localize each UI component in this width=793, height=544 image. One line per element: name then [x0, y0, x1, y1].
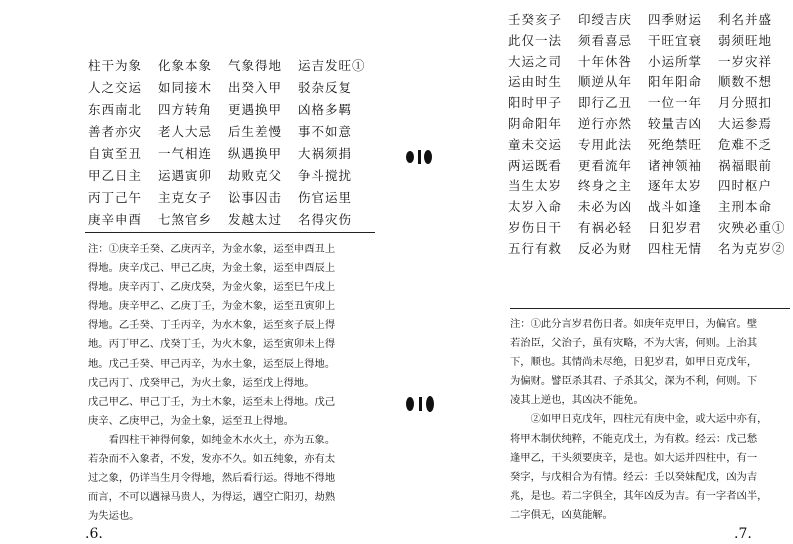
note-line: 为偏财。譬臣杀其君、子杀其父，深为不利，何则。下	[510, 375, 758, 388]
verse-phrase: 更看流年	[578, 157, 633, 173]
verse-phrase: 老人大忌	[158, 124, 213, 139]
verse-row	[88, 209, 368, 231]
note-line: ②如甲日克戊年，四柱元有庚中金，或大运中亦有，	[510, 413, 768, 426]
verse-phrase: 一岁灾祥	[718, 53, 773, 69]
verse-phrase: 人之交运	[88, 80, 143, 95]
verse-phrase: 顺逆从年	[578, 74, 633, 90]
verse-phrase: 纵遇换甲	[228, 146, 283, 161]
note-line: 而言，不可以遇禄马贵人，为得运，遇空亡阳刃，劫熟	[88, 491, 336, 504]
verse-phrase: 甲乙日主	[88, 168, 143, 183]
left-page	[0, 0, 395, 544]
verse-row	[88, 143, 368, 165]
divider-rule	[510, 308, 790, 309]
verse-phrase: 阴命阳年	[508, 115, 563, 131]
verse-phrase: 劫败克父	[228, 168, 283, 183]
verse-phrase: 善者亦灾	[88, 124, 143, 139]
verse-phrase: 如同接木	[158, 80, 213, 95]
note-line: 若治臣，父治子，虽有灾略，不为大害，何则。上治其	[510, 337, 758, 350]
verse-phrase: 柱干为象	[88, 58, 143, 73]
note-line: 得地。庚辛丙丁、乙庚戊癸，为金火象，运至巳午戌上	[88, 281, 336, 294]
verse-phrase: 主刑本命	[718, 199, 773, 215]
verse-phrase: 运遇寅卯	[158, 168, 213, 183]
note-line: 得地。庚辛甲乙、乙庚丁壬，为金木象，运至丑寅卯上	[88, 300, 336, 313]
page-number: .6.	[85, 526, 103, 542]
note-line: 注：①此分言岁君伤日者。如庚年克甲日，为偏官。壁	[510, 318, 758, 330]
verse-phrase: 终身之主	[578, 178, 633, 194]
note-line: 逢甲乙，干头须要庚辛，是也。如大运并四柱中，有一	[510, 451, 758, 464]
verse-phrase: 太岁入命	[508, 199, 563, 215]
page-number: .7.	[734, 526, 752, 542]
note-line: 癸字，与戊相合为有情。经云：壬以癸妹配戊，凶为吉	[510, 470, 758, 483]
note-line: 为失运也。	[88, 510, 140, 523]
verse-phrase: 印绶吉庆	[578, 12, 633, 27]
verse-phrase: 壬癸亥子	[508, 12, 563, 27]
verse-row	[508, 135, 788, 156]
verse-phrase: 日犯岁君	[648, 219, 703, 235]
verse-phrase: 争斗搅扰	[298, 168, 353, 183]
verse-phrase: 四季财运	[648, 12, 703, 27]
verse-phrase: 须看喜忌	[578, 32, 633, 48]
verse-row	[88, 121, 368, 143]
verse-phrase: 逆行亦然	[578, 115, 633, 131]
verse-phrase: 较量吉凶	[648, 115, 703, 131]
verse-phrase: 弱须旺地	[718, 32, 773, 48]
verse-phrase: 大运之司	[508, 53, 563, 69]
verse-phrase: 两运既看	[508, 157, 563, 173]
verse-phrase: 诸神领袖	[648, 157, 703, 173]
binding-mark-bottom	[404, 392, 436, 416]
note-line: 二字俱无，凶莫能解。	[510, 508, 613, 521]
verse-phrase: 主克女子	[158, 190, 213, 205]
note-line: 戊己丙丁、戊癸甲己，为火土象，运至戊上得地。	[88, 376, 315, 389]
verse-phrase: 月分照扣	[718, 95, 773, 111]
annotation-notes	[88, 240, 335, 526]
verse-phrase: 利名并盛	[718, 12, 773, 27]
verse-phrase: 专用此法	[578, 136, 633, 152]
verse-phrase: 童未交运	[508, 136, 563, 152]
verse-phrase: 后生差慢	[228, 124, 283, 139]
verse-phrase: 事不如意	[298, 124, 353, 139]
note-line: 得地。乙壬癸、丁壬丙辛，为水木象，运至亥子辰上得	[88, 319, 336, 332]
note-line: 注：①庚辛壬癸、乙庚丙辛，为金水象，运至申酉丑上	[88, 243, 336, 255]
verse-phrase: 出癸入甲	[228, 80, 283, 95]
verse-phrase: 讼事囚击	[228, 190, 283, 205]
verse-phrase: 发越太过	[228, 212, 283, 227]
verse-phrase: 此仅一法	[508, 32, 563, 48]
verse-phrase: 凶格多羁	[298, 102, 353, 117]
note-line: 过之象，仍详当生月令得地，然后看行运。得地不得地	[88, 472, 336, 485]
verse-row	[508, 218, 788, 239]
verse-phrase: 危难不乏	[718, 136, 773, 152]
verse-phrase: 驳杂反复	[298, 80, 353, 95]
verse-row	[508, 239, 788, 260]
verse-phrase: 逐年太岁	[648, 178, 703, 194]
verse-phrase: 东西南北	[88, 102, 143, 117]
verse-phrase: 阳时甲子	[508, 95, 563, 111]
verse-row	[88, 55, 368, 77]
verse-phrase: 小运所掌	[648, 53, 703, 69]
verse-phrase: 七煞官乡	[158, 212, 213, 227]
verse-phrase: 十年休咎	[578, 53, 633, 69]
note-line: 若杂而不入象者，不发，发亦不久。如五纯象，亦有太	[88, 453, 336, 466]
verse-phrase: 丙丁己午	[88, 190, 143, 205]
verse-phrase: 岁伤日干	[508, 219, 563, 235]
verse-phrase: 大祸须捐	[298, 146, 353, 161]
verse-row	[88, 77, 368, 99]
verse-row	[508, 197, 788, 218]
verse-phrase: 当生太岁	[508, 178, 563, 194]
note-line: 庚辛、乙庚甲己，为金土象，运至丑上得地。	[88, 414, 294, 427]
verse-phrase: 四时枢户	[718, 178, 773, 194]
verse-phrase: 更遇换甲	[228, 102, 283, 117]
verse-phrase: 四方转角	[158, 102, 213, 117]
verse-phrase: 祸福眼前	[718, 157, 773, 173]
verse-phrase: 灾殃必重①	[718, 219, 786, 235]
right-page	[398, 0, 793, 544]
verse-phrase: 化象本象	[158, 58, 213, 73]
verse-phrase: 反必为财	[578, 240, 633, 256]
verse-phrase: 死绝禁旺	[648, 136, 703, 152]
verse-phrase: 有祸必轻	[578, 219, 633, 235]
verse-row	[508, 72, 788, 93]
verse-row	[88, 165, 368, 187]
verse-phrase: 五行有救	[508, 240, 563, 256]
verse-row	[508, 31, 788, 52]
verse-phrase: 气象得地	[228, 58, 283, 73]
verse-phrase: 一气相连	[158, 146, 213, 161]
verse-phrase: 阳年阳命	[648, 74, 703, 90]
verse-table	[88, 55, 368, 231]
verse-phrase: 名为克岁②	[718, 240, 786, 256]
note-line: 将甲木制伏纯粹，不能克戊土，为有救。经云：戊己愁	[510, 432, 758, 445]
verse-row	[508, 52, 788, 73]
verse-row	[508, 176, 788, 197]
verse-row	[88, 99, 368, 121]
verse-phrase: 自寅至丑	[88, 146, 143, 161]
note-line: 地。丙丁甲乙、戊癸丁壬，为火木象，运至寅卯未上得	[88, 338, 336, 351]
note-line: 戊己甲乙、甲己丁壬，为土木象，运至未上得地。戊己	[88, 395, 336, 408]
verse-table	[508, 10, 788, 260]
verse-row	[508, 114, 788, 135]
verse-row	[508, 156, 788, 177]
annotation-notes	[510, 315, 767, 525]
note-line: 兆，是也。若二字俱全，其年凶反为吉。有一字者凶半，	[510, 489, 768, 502]
verse-phrase: 未必为凶	[578, 199, 633, 215]
verse-phrase: 名得灾伤	[298, 212, 353, 227]
note-line: 得地。庚辛戊己、甲己乙庚，为金土象，运至申酉辰上	[88, 262, 336, 275]
note-line: 地。戊己壬癸、甲己丙辛，为水土象，运至辰上得地。	[88, 357, 336, 370]
verse-phrase: 干旺宜衰	[648, 32, 703, 48]
note-line: 下，顺也。其情尚未尽绝，日犯岁君，如甲日克戊年，	[510, 356, 758, 369]
note-line: 看四柱干神得何象，如纯金木水火土，亦为五象。	[88, 433, 336, 446]
verse-phrase: 即行乙丑	[578, 95, 633, 111]
verse-row	[508, 93, 788, 114]
verse-phrase: 战斗如逢	[648, 199, 703, 215]
divider-rule	[85, 232, 375, 233]
verse-phrase: 伤官运里	[298, 190, 353, 205]
verse-phrase: 一位一年	[648, 95, 703, 111]
verse-row	[508, 10, 788, 31]
verse-phrase: 大运参焉	[718, 115, 773, 131]
verse-phrase: 运由时生	[508, 74, 563, 90]
verse-phrase: 庚辛申酉	[88, 212, 143, 227]
verse-phrase: 顺数不想	[718, 74, 773, 90]
verse-row	[88, 187, 368, 209]
note-line: 凌其上逆也，其凶决不能免。	[510, 394, 644, 407]
verse-phrase: 运吉发旺①	[298, 58, 366, 73]
verse-phrase: 四柱无情	[648, 240, 703, 256]
